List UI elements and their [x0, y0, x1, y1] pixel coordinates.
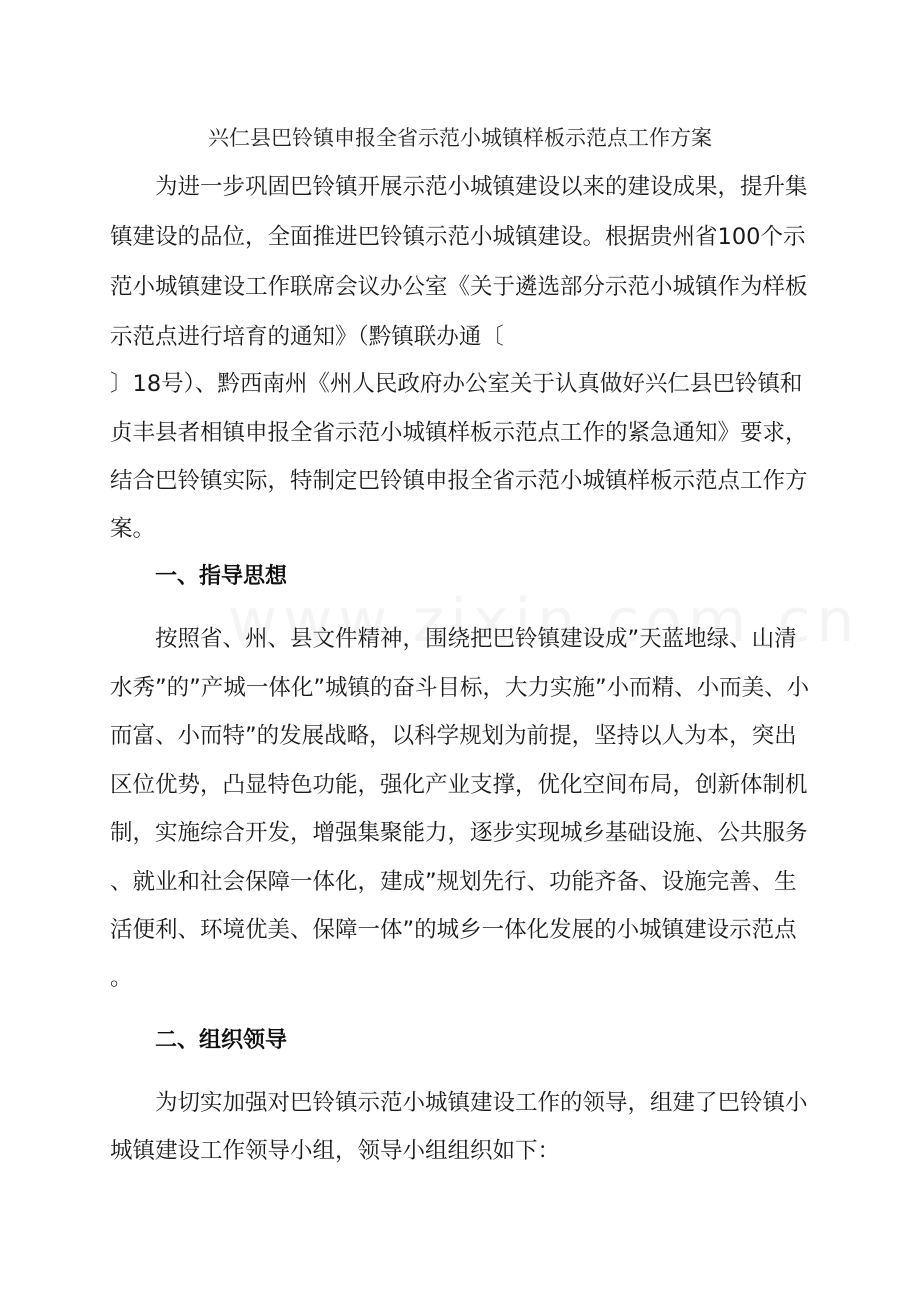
section-heading-organization: 二、组织领导: [155, 1028, 288, 1053]
section2-line: 为切实加强对巴铃镇示范小城镇建设工作的领导，组建了巴铃镇小: [155, 1090, 808, 1116]
section1-line: 而富、小而特”的发展战略，以科学规划为前提，坚持以人为本，突出: [110, 723, 797, 749]
intro-line: 结合巴铃镇实际，特制定巴铃镇申报全省示范小城镇样板示范点工作方: [110, 468, 808, 494]
intro-line: 示范点进行培育的通知》（黔镇联办通〔: [110, 324, 504, 350]
intro-line: 案。: [110, 516, 156, 542]
section1-line: 。: [110, 965, 133, 991]
section-heading-guiding-ideology: 一、指导思想: [155, 564, 288, 589]
section1-line: 制，实施综合开发，增强集聚能力，逐步实现城乡基础设施、公共服务: [110, 820, 808, 846]
section2-line: 城镇建设工作领导小组，领导小组组织如下：: [110, 1138, 561, 1164]
intro-line: 为进一步巩固巴铃镇开展示范小城镇建设以来的建设成果，提升集: [155, 174, 808, 200]
section1-line: 按照省、州、县文件精神，围绕把巴铃镇建设成”天蓝地绿、山清: [155, 626, 797, 652]
intro-line: 范小城镇建设工作联席会议办公室《关于遴选部分示范小城镇作为样板: [110, 274, 808, 300]
section1-line: 水秀”的”产城一体化”城镇的奋斗目标，大力实施”小而精、小而美、小: [110, 675, 810, 701]
intro-line: 〕18号）、黔西南州《州人民政府办公室关于认真做好兴仁县巴铃镇和: [110, 371, 803, 397]
section1-line: 、就业和社会保障一体化，建成”规划先行、功能齐备、设施完善、生: [110, 869, 797, 895]
document-title: 兴仁县巴铃镇申报全省示范小城镇样板示范点工作方案: [208, 126, 712, 150]
section1-line: 活便利、环境优美、保障一体”的城乡一体化发展的小城镇建设示范点: [110, 917, 797, 943]
section1-line: 区位优势，凸显特色功能，强化产业支撑，优化空间布局，创新体制机: [110, 772, 808, 798]
intro-line: 贞丰县者相镇申报全省示范小城镇样板示范点工作的紧急通知》要求，: [110, 420, 808, 446]
intro-line: 镇建设的品位，全面推进巴铃镇示范小城镇建设。根据贵州省100个示: [110, 224, 806, 250]
